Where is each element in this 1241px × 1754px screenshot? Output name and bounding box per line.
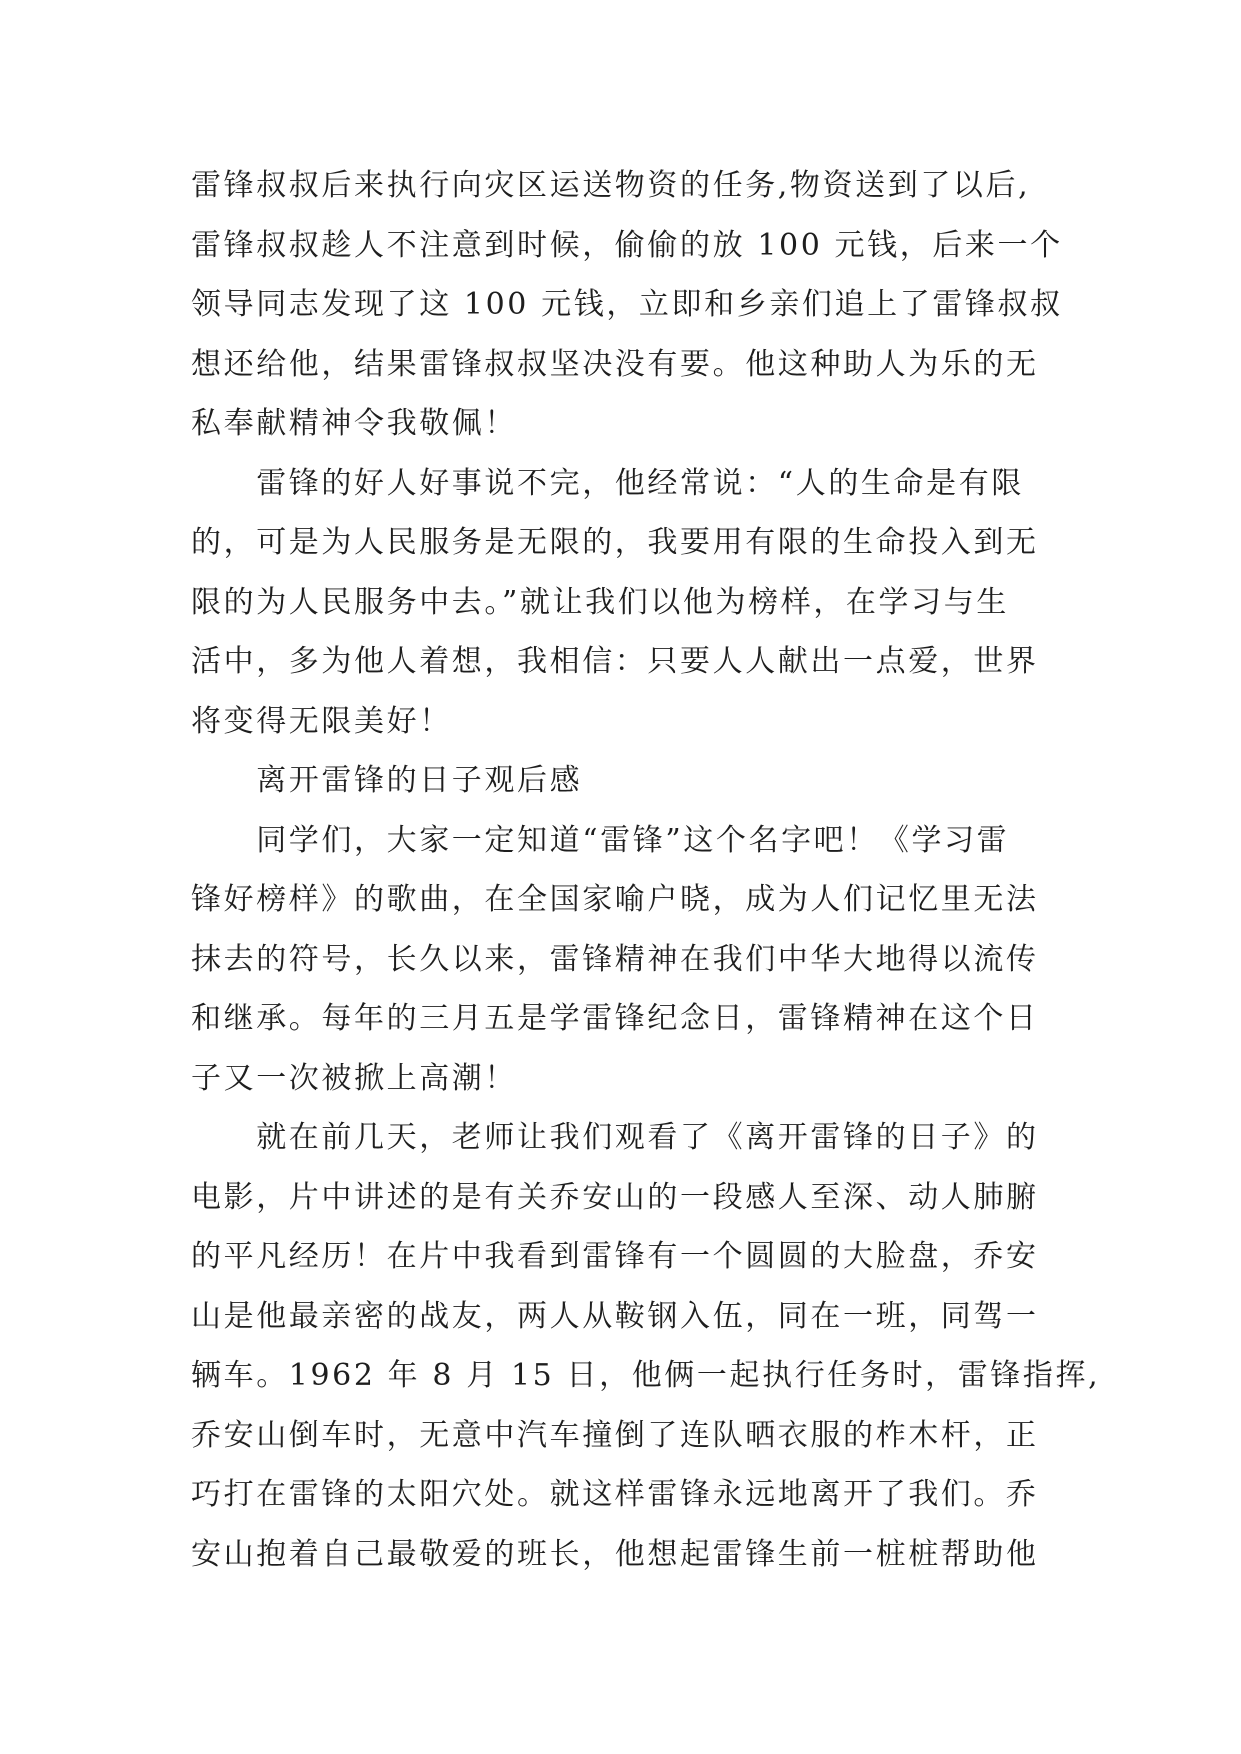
document-body	[191, 156, 1101, 1584]
text-line: 乔安山倒车时，无意中汽车撞倒了连队晒衣服的柞木杆，正	[191, 1417, 1039, 1453]
text-line: 的，可是为人民服务是无限的，我要用有限的生命投入到无	[191, 525, 1039, 560]
text-line: 子又一次被掀上高潮！	[191, 1060, 517, 1096]
text-line: 的平凡经历！在片中我看到雷锋有一个圆圆的大脸盘，乔安	[191, 1239, 1039, 1274]
text-line: 雷锋的好人好事说不完，他经常说：“人的生命是有限	[191, 465, 1024, 501]
text-line: 私奉献精神令我敬佩！	[191, 406, 517, 441]
text-line: 辆车。1962 年 8 月 15 日，他俩一起执行任务时，雷锋指挥,	[191, 1358, 1101, 1393]
text-line: 电影，片中讲述的是有关乔安山的一段感人至深、动人肺腑	[191, 1179, 1039, 1215]
text-line: 想还给他，结果雷锋叔叔坚决没有要。他这种助人为乐的无	[191, 346, 1039, 382]
text-line: 雷锋叔叔后来执行向灾区运送物资的任务,物资送到了以后,	[191, 168, 1031, 203]
text-line: 就在前几天，老师让我们观看了《离开雷锋的日子》的	[191, 1120, 1039, 1155]
text-line: 限的为人民服务中去。”就让我们以他为榜样，在学习与生	[191, 584, 1009, 620]
text-line: 雷锋叔叔趁人不注意到时候，偷偷的放 100 元钱，后来一个	[191, 227, 1063, 263]
text-line: 山是他最亲密的战友，两人从鞍钢入伍，同在一班，同驾一	[191, 1298, 1039, 1334]
section-title: 离开雷锋的日子观后感	[191, 763, 583, 798]
text-line: 和继承。每年的三月五是学雷锋纪念日，雷锋精神在这个日	[191, 1001, 1039, 1036]
text-line: 活中，多为他人着想，我相信：只要人人献出一点爱，世界	[191, 644, 1039, 679]
text-line: 巧打在雷锋的太阳穴处。就这样雷锋永远地离开了我们。乔	[191, 1477, 1039, 1512]
text-line: 同学们，大家一定知道“雷锋”这个名字吧！《学习雷	[191, 822, 1010, 858]
text-line: 安山抱着自己最敬爱的班长，他想起雷锋生前一桩桩帮助他	[191, 1536, 1039, 1572]
text-line: 锋好榜样》的歌曲，在全国家喻户晓，成为人们记忆里无法	[191, 882, 1039, 917]
text-line: 将变得无限美好！	[191, 703, 452, 739]
text-line: 抹去的符号，长久以来，雷锋精神在我们中华大地得以流传	[191, 941, 1039, 977]
text-line: 领导同志发现了这 100 元钱，立即和乡亲们追上了雷锋叔叔	[191, 287, 1063, 322]
